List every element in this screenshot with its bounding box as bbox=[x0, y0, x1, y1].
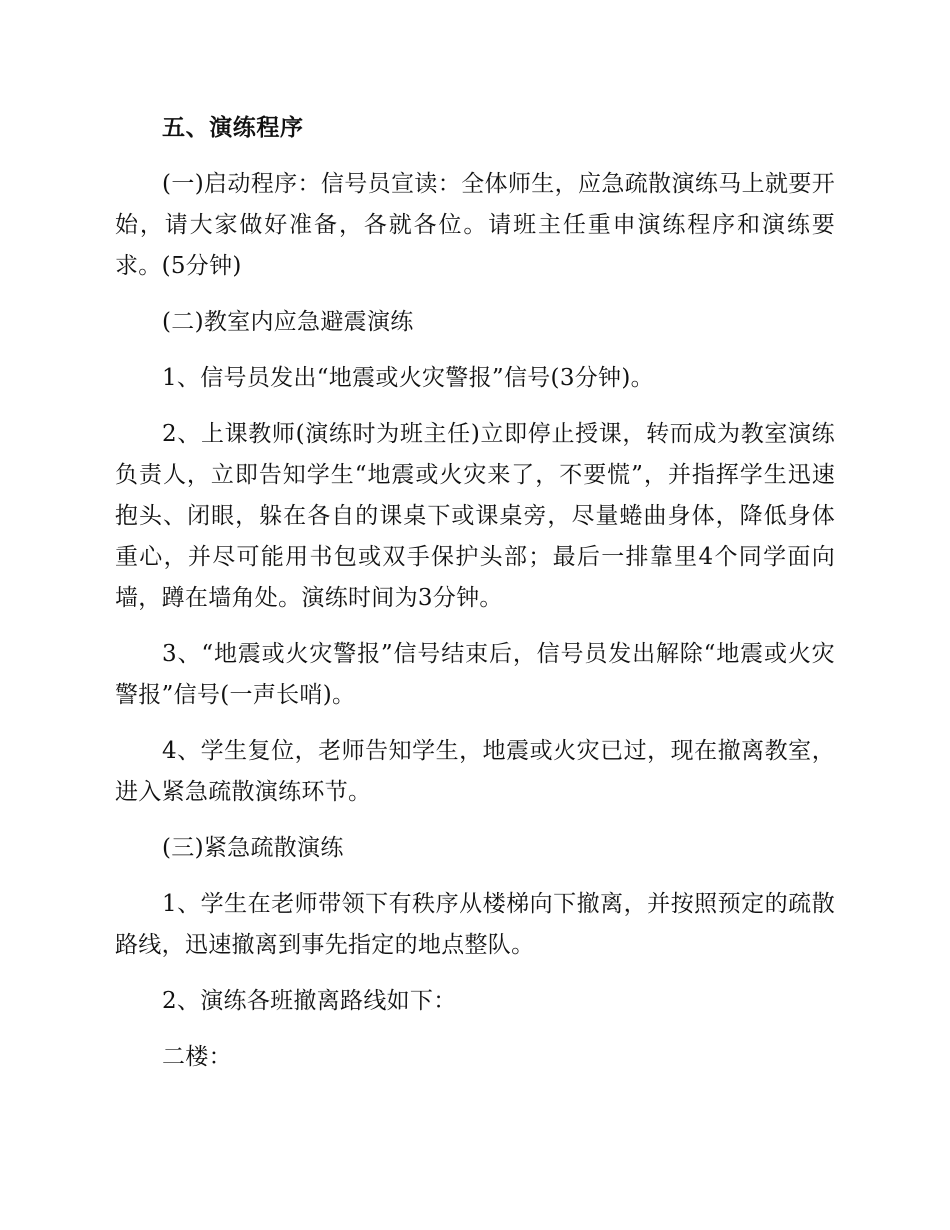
paragraph-teacher-instructions: 2、上课教师(演练时为班主任)立即停止授课，转而成为教室演练负责人，立即告知学生“地震或火灾来了，不要慌”，并指挥学生迅速抱头、闭眼，躲在各自的课桌下或课桌旁，尽量蜷曲身体，降低身体重心，并尽可能用书包或双手保护头部；最后一排靠里4个同学面向墙，蹲在墙角处。演练时间为3分钟。 bbox=[115, 421, 835, 611]
paragraph-alarm-signal: 1、信号员发出“地震或火灾警报”信号(3分钟)。 bbox=[162, 365, 654, 391]
paragraph-alarm-release: 3、“地震或火灾警报”信号结束后，信号员发出解除“地震或火灾警报”信号(一声长哨)。 bbox=[115, 641, 835, 708]
document-body bbox=[115, 108, 835, 1093]
paragraph-evacuation-order: 1、学生在老师带领下有秩序从楼梯向下撤离，并按照预定的疏散路线，迅速撤离到事先指定的地点整队。 bbox=[115, 891, 835, 958]
paragraph-classroom-drill-title: (二)教室内应急避震演练 bbox=[162, 309, 414, 335]
paragraph-second-floor: 二楼： bbox=[162, 1044, 232, 1070]
paragraph-students-return: 4、学生复位，老师告知学生，地震或火灾已过，现在撤离教室，进入紧急疏散演练环节。 bbox=[115, 738, 835, 805]
paragraph-evacuation-routes: 2、演练各班撤离路线如下： bbox=[162, 988, 457, 1014]
paragraph-evacuation-drill-title: (三)紧急疏散演练 bbox=[162, 835, 344, 861]
section-heading: 五、演练程序 bbox=[162, 115, 304, 141]
paragraph-startup-procedure: (一)启动程序：信号员宣读：全体师生，应急疏散演练马上就要开始，请大家做好准备，各就各位。请班主任重申演练程序和演练要求。(5分钟) bbox=[115, 171, 835, 279]
